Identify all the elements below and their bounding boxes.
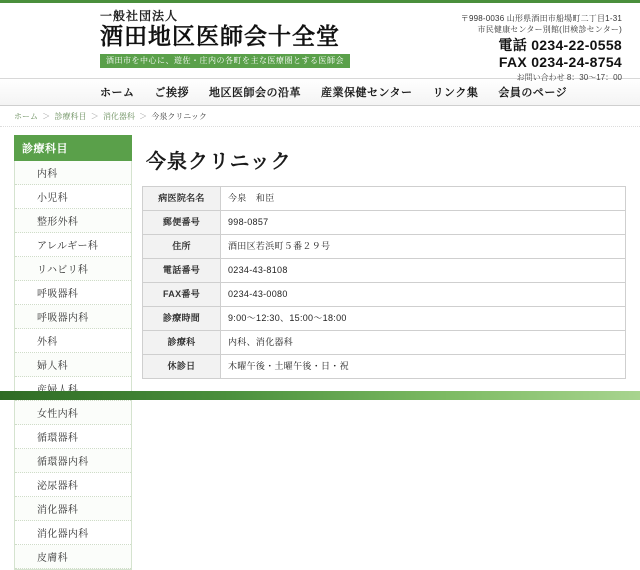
sidebar-item-seikeigeka[interactable]: 整形外科 (15, 209, 131, 233)
sidebar-item-fujinka[interactable]: 婦人科 (15, 353, 131, 377)
contact-hours: お問い合わせ 8：30～17：00 (516, 73, 622, 82)
breadcrumb-item-current: 今泉クリニック (151, 112, 207, 121)
sidebar (14, 135, 132, 570)
breadcrumb (0, 106, 640, 127)
table-row (143, 211, 626, 235)
sidebar-item-circulatory-internal[interactable]: 循環器内科 (15, 449, 131, 473)
row-value-consultation-hours: 9:00～12:30、15:00～18:00 (221, 307, 626, 331)
sidebar-department-list (14, 161, 132, 570)
site-header (0, 0, 640, 82)
sidebar-title: 診療科目 (14, 135, 132, 161)
main-column (142, 135, 626, 570)
table-row (143, 259, 626, 283)
sidebar-item-rehabilitation[interactable]: リハビリ科 (15, 257, 131, 281)
row-value-phone: 0234-43-8108 (221, 259, 626, 283)
sidebar-item-gastroenterology[interactable]: 消化器科 (15, 497, 131, 521)
row-header-department: 診療科 (143, 331, 221, 355)
breadcrumb-item-home[interactable]: ホーム (14, 112, 38, 121)
table-row (143, 331, 626, 355)
breadcrumb-item-departments[interactable]: 診療科目 (54, 112, 87, 121)
row-header-postal-code: 郵便番号 (143, 211, 221, 235)
sidebar-item-respiratory[interactable]: 呼吸器科 (15, 281, 131, 305)
row-value-fax: 0234-43-0080 (221, 283, 626, 307)
row-value-department: 内科、消化器科 (221, 331, 626, 355)
breadcrumb-separator-2: ＞ (90, 112, 99, 121)
row-header-consultation-hours: 診療時間 (143, 307, 221, 331)
sidebar-item-naika[interactable]: 内科 (15, 161, 131, 185)
contact-fax: FAX 0234-24-8754 (498, 54, 622, 70)
row-value-closed-days: 木曜午後・土曜午後・日・祝 (221, 355, 626, 379)
nav-item-links[interactable]: リンク集 (432, 87, 479, 99)
sidebar-item-circulatory[interactable]: 循環器科 (15, 425, 131, 449)
breadcrumb-item-gastroenterology[interactable]: 消化器科 (102, 112, 135, 121)
table-row (143, 187, 626, 211)
nav-item-occupational-health-center[interactable]: 産業保健センター (321, 87, 413, 99)
row-header-fax: FAX番号 (143, 283, 221, 307)
brand-prefix: 一般社団法人 (100, 9, 179, 23)
row-value-address: 酒田区若浜町５番２９号 (221, 235, 626, 259)
row-header-address: 住所 (143, 235, 221, 259)
row-header-closed-days: 休診日 (143, 355, 221, 379)
site-branding[interactable] (14, 9, 350, 68)
sidebar-item-shonika[interactable]: 小児科 (15, 185, 131, 209)
sidebar-item-respiratory-internal[interactable]: 呼吸器内科 (15, 305, 131, 329)
contact-telephone: 電話 0234-22-0558 (498, 37, 622, 53)
nav-item-history[interactable]: 地区医師会の沿革 (209, 87, 301, 99)
row-value-postal-code: 998-0857 (221, 211, 626, 235)
row-value-clinic-name: 今泉 和臣 (221, 187, 626, 211)
nav-item-members-page[interactable]: 会員のページ (498, 87, 568, 99)
footer-gradient-bar (0, 391, 640, 400)
table-row (143, 307, 626, 331)
sidebar-item-geka[interactable]: 外科 (15, 329, 131, 353)
breadcrumb-separator-1: ＞ (42, 112, 51, 121)
sidebar-item-dermatology[interactable]: 皮膚科 (15, 545, 131, 569)
contact-address-line1: 〒998-0036 山形県酒田市船場町二丁目1-31 (460, 14, 622, 23)
table-row (143, 283, 626, 307)
row-header-clinic-name: 病医院名名 (143, 187, 221, 211)
sidebar-item-allergy[interactable]: アレルギー科 (15, 233, 131, 257)
table-row (143, 355, 626, 379)
sidebar-item-urology[interactable]: 泌尿器科 (15, 473, 131, 497)
brand-title: 酒田地区医師会十全堂 (100, 24, 340, 49)
header-contact (461, 9, 626, 83)
sidebar-item-gastro-internal[interactable]: 消化器内科 (15, 521, 131, 545)
table-row (143, 235, 626, 259)
nav-item-greeting[interactable]: ご挨拶 (154, 87, 189, 99)
sidebar-item-womens-internal[interactable]: 女性内科 (15, 401, 131, 425)
row-header-phone: 電話番号 (143, 259, 221, 283)
page-title: 今泉クリニック (146, 151, 292, 173)
brand-tagline: 酒田市を中心に、遊佐・庄内の各町を主な医療圏とする医師会 (100, 54, 350, 68)
nav-item-home[interactable]: ホーム (100, 87, 135, 99)
contact-address-line2: 市民健康センター別館(旧検診センター) (477, 25, 622, 34)
content-area (0, 127, 640, 570)
clinic-info-table (142, 186, 626, 379)
breadcrumb-separator-3: ＞ (139, 112, 148, 121)
